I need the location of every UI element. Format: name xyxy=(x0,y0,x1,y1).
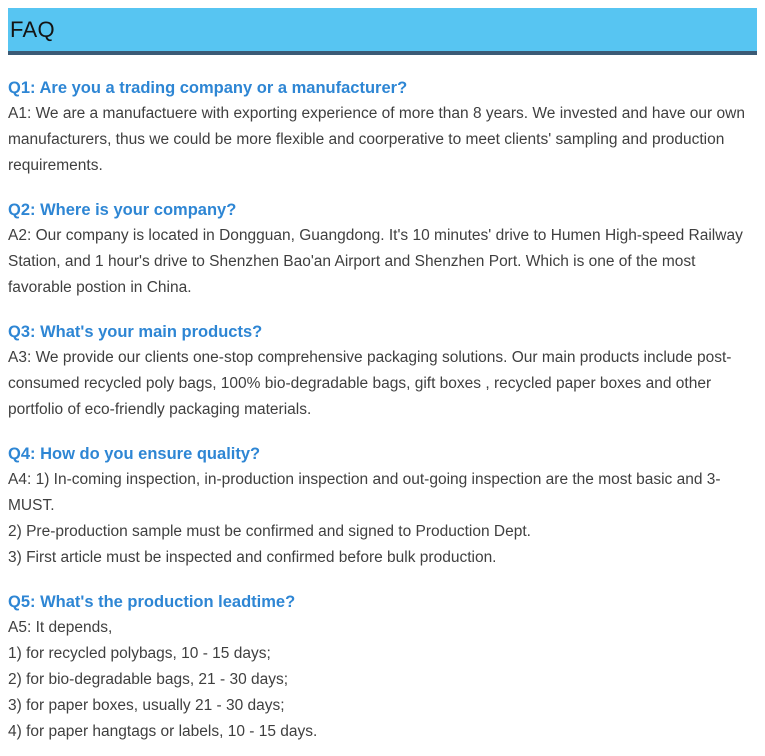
faq-answer-line: 4) for paper hangtags or labels, 10 - 15 days. xyxy=(8,723,318,740)
faq-content xyxy=(8,75,751,745)
page-title: FAQ xyxy=(10,16,55,42)
faq-question-3: Q3: What's your main products? xyxy=(8,323,263,341)
faq-answer-line: 3) First article must be inspected and confirmed before bulk production. xyxy=(8,549,497,566)
faq-question-4: Q4: How do you ensure quality? xyxy=(8,445,261,463)
faq-answer-3 xyxy=(8,345,751,423)
faq-question-5: Q5: What's the production leadtime? xyxy=(8,593,296,611)
faq-answer-line: A2: Our company is located in Dongguan, Guangdong. It's 10 minutes' drive to Humen High-speed Railway Station, and 1 hour's drive to Shenzhen Bao'an Airport and Shenzhen Port. Which is one of the most favorable postion in China. xyxy=(8,227,743,296)
faq-answer-1 xyxy=(8,101,751,179)
faq-question-2: Q2: Where is your company? xyxy=(8,201,237,219)
faq-answer-4 xyxy=(8,467,751,571)
faq-answer-line: A5: It depends, xyxy=(8,619,113,636)
faq-answer-line: 1) for recycled polybags, 10 - 15 days; xyxy=(8,645,271,662)
faq-answer-line: 2) for bio-degradable bags, 21 - 30 days; xyxy=(8,671,289,688)
faq-question-1: Q1: Are you a trading company or a manufacturer? xyxy=(8,79,408,97)
faq-item-5 xyxy=(8,589,751,745)
faq-answer-5 xyxy=(8,615,751,745)
faq-item-1 xyxy=(8,75,751,179)
faq-item-2 xyxy=(8,197,751,301)
faq-answer-line: 2) Pre-production sample must be confirmed and signed to Production Dept. xyxy=(8,523,531,540)
faq-header-bar xyxy=(8,8,757,55)
faq-answer-line: 3) for paper boxes, usually 21 - 30 days; xyxy=(8,697,285,714)
faq-item-3 xyxy=(8,319,751,423)
faq-answer-line: A3: We provide our clients one-stop comprehensive packaging solutions. Our main products include post-consumed recycled poly bags, 100% bio-degradable bags, gift boxes , recycled paper boxes and other portfolio of eco-friendly packaging materials. xyxy=(8,349,732,418)
faq-item-4 xyxy=(8,441,751,571)
faq-answer-line: A1: We are a manufactuere with exporting experience of more than 8 years. We invested and have our own manufacturers, thus we could be more flexible and coorperative to meet clients' sampling and production requirements. xyxy=(8,105,745,174)
faq-answer-line: A4: 1) In-coming inspection, in-production inspection and out-going inspection are the most basic and 3-MUST. xyxy=(8,471,721,514)
faq-answer-2 xyxy=(8,223,751,301)
